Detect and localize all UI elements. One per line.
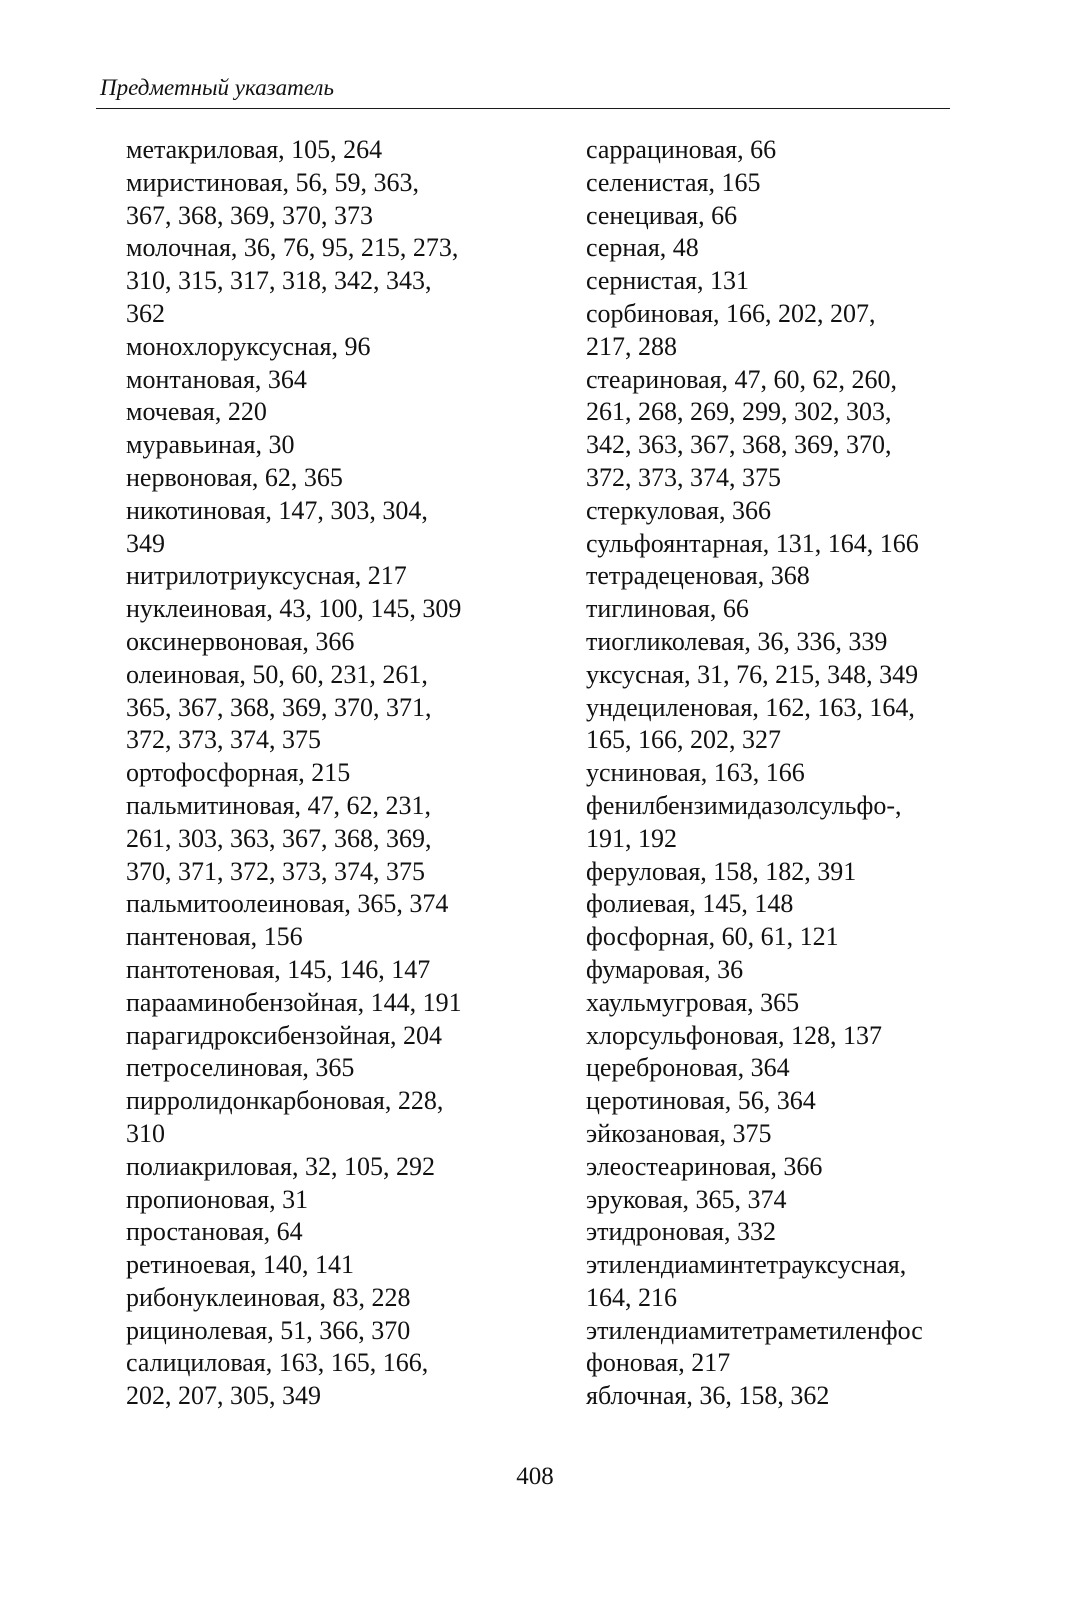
index-entry-line: пальмитоолеиновая, 365, 374 (126, 889, 449, 919)
index-entry-line: фосфорная, 60, 61, 121 (586, 922, 839, 952)
index-entry-line: 165, 166, 202, 327 (586, 725, 781, 755)
index-entry-line: 310, 315, 317, 318, 342, 343, (126, 266, 432, 296)
index-entry-line: простановая, 64 (126, 1217, 303, 1247)
index-entry-line: нуклеиновая, 43, 100, 145, 309 (126, 594, 462, 624)
index-entry-line: тиогликолевая, 36, 336, 339 (586, 626, 888, 656)
index-entry-line: этидроновая, 332 (586, 1217, 777, 1247)
index-entry-line: 164, 216 (586, 1282, 677, 1312)
index-entry-line: 370, 371, 372, 373, 374, 375 (126, 856, 425, 886)
index-entry-line: парааминобензойная, 144, 191 (126, 987, 462, 1017)
index-entry-line: олеиновая, 50, 60, 231, 261, (126, 659, 428, 689)
index-entry-line: 310 (126, 1118, 165, 1148)
index-entry-line: монтановая, 364 (126, 364, 307, 394)
index-entry-line: пирролидонкарбоновая, 228, (126, 1086, 444, 1116)
index-entry-line: элеостеариновая, 366 (586, 1151, 823, 1181)
index-entry-line: нитрилотриуксусная, 217 (126, 561, 407, 591)
index-entry-line: феруловая, 158, 182, 391 (586, 856, 857, 886)
index-entry-line: рибонуклеиновая, 83, 228 (126, 1282, 411, 1312)
index-entry-line: 372, 373, 374, 375 (126, 725, 321, 755)
index-entry-line: 349 (126, 528, 165, 558)
index-entry-line: 261, 303, 363, 367, 368, 369, (126, 823, 432, 853)
index-column-right (586, 134, 956, 1413)
index-entry-line: стеариновая, 47, 60, 62, 260, (586, 364, 898, 394)
index-entry-line: ундециленовая, 162, 163, 164, (586, 692, 915, 722)
index-entry-line: ортофосфорная, 215 (126, 758, 351, 788)
index-entry-line: тетрадеценовая, 368 (586, 561, 810, 591)
index-entry-line: 217, 288 (586, 331, 677, 361)
index-entry-line: яблочная, 36, 158, 362 (586, 1381, 830, 1411)
index-entry-line: пантеновая, 156 (126, 922, 303, 952)
index-entry-line: сорбиновая, 166, 202, 207, (586, 298, 876, 328)
index-entry-line: мочевая, 220 (126, 397, 267, 427)
index-entry-line: тиглиновая, 66 (586, 594, 749, 624)
index-entry-line: этилендиамитетраметиленфос (586, 1315, 923, 1345)
index-entry-line: сенецивая, 66 (586, 200, 738, 230)
index-entry-line: 202, 207, 305, 349 (126, 1381, 321, 1411)
index-entry-line: миристиновая, 56, 59, 363, (126, 167, 419, 197)
index-entry-line: хаульмугровая, 365 (586, 987, 800, 1017)
index-entry-line: эйкозановая, 375 (586, 1118, 772, 1148)
index-entry-line: нервоновая, 62, 365 (126, 462, 343, 492)
page-number: 408 (516, 1463, 554, 1490)
index-entry-line: полиакриловая, 32, 105, 292 (126, 1151, 435, 1181)
index-entry-line: 342, 363, 367, 368, 369, 370, (586, 430, 892, 460)
index-entry-line: молочная, 36, 76, 95, 215, 273, (126, 233, 459, 263)
header-rule (96, 108, 950, 109)
index-entry-line: фолиевая, 145, 148 (586, 889, 794, 919)
index-entry-line: муравьиная, 30 (126, 430, 295, 460)
index-entry-line: рицинолевая, 51, 366, 370 (126, 1315, 411, 1345)
index-entry-line: 191, 192 (586, 823, 677, 853)
index-entry-line: оксинервоновая, 366 (126, 626, 355, 656)
index-entry-line: парагидроксибензойная, 204 (126, 1020, 443, 1050)
index-entry-line: пропионовая, 31 (126, 1184, 309, 1214)
index-entry-line: 362 (126, 298, 165, 328)
index-entry-line: цереброновая, 364 (586, 1053, 790, 1083)
index-entry-line: никотиновая, 147, 303, 304, (126, 495, 428, 525)
index-entry-line: этилендиаминтетрауксусная, (586, 1250, 907, 1280)
index-entry-line: фумаровая, 36 (586, 954, 744, 984)
index-entry-line: усниновая, 163, 166 (586, 758, 805, 788)
index-entry-line: салициловая, 163, 165, 166, (126, 1348, 429, 1378)
index-entry-line: пантотеновая, 145, 146, 147 (126, 954, 431, 984)
index-entry-line: 367, 368, 369, 370, 373 (126, 200, 373, 230)
index-entry-line: петроселиновая, 365 (126, 1053, 355, 1083)
index-entry-line: монохлоруксусная, 96 (126, 331, 371, 361)
index-entry-line: эруковая, 365, 374 (586, 1184, 787, 1214)
index-entry-line: 261, 268, 269, 299, 302, 303, (586, 397, 892, 427)
index-entry-line: 372, 373, 374, 375 (586, 462, 781, 492)
index-entry-line: церотиновая, 56, 364 (586, 1086, 816, 1116)
index-entry-line: пальмитиновая, 47, 62, 231, (126, 790, 432, 820)
index-entry-line: сернистая, 131 (586, 266, 749, 296)
running-head: Предметный указатель (100, 75, 334, 100)
index-entry-line: селенистая, 165 (586, 167, 761, 197)
index-entry-line: фоновая, 217 (586, 1348, 731, 1378)
index-entry-line: хлорсульфоновая, 128, 137 (586, 1020, 883, 1050)
index-entry-line: 365, 367, 368, 369, 370, 371, (126, 692, 432, 722)
index-entry-line: стеркуловая, 366 (586, 495, 771, 525)
index-entry-line: уксусная, 31, 76, 215, 348, 349 (586, 659, 919, 689)
index-entry-line: серная, 48 (586, 233, 699, 263)
index-entry-line: метакриловая, 105, 264 (126, 135, 383, 164)
index-column-left (126, 134, 526, 1413)
index-entry-line: сульфоянтарная, 131, 164, 166 (586, 528, 919, 558)
index-entry-line: саррациновая, 66 (586, 135, 777, 164)
index-entry-line: ретиноевая, 140, 141 (126, 1250, 355, 1280)
index-entry-line: фенилбензимидазолсульфо-, (586, 790, 902, 820)
